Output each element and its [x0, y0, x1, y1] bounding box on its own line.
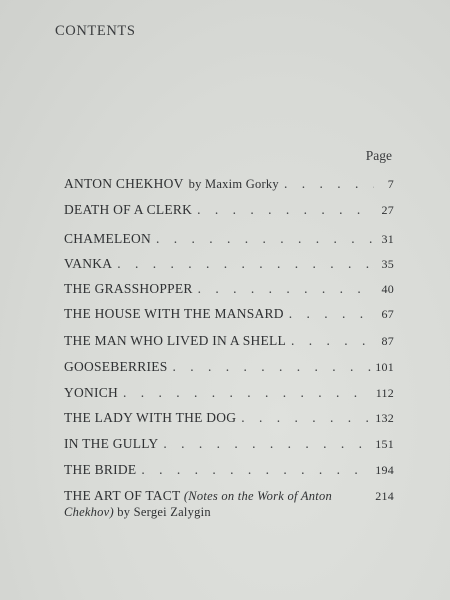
entry-title: THE GRASSHOPPER — [64, 281, 193, 296]
entry-title: GOOSEBERRIES — [64, 359, 168, 374]
entry-page-number: 112 — [375, 386, 394, 400]
dot-leader — [284, 176, 374, 192]
entry-page-number: 31 — [381, 232, 394, 246]
entry-title: THE LADY WITH THE DOG — [64, 410, 237, 425]
toc-entry — [64, 385, 394, 405]
entry-title: THE BRIDE — [64, 462, 137, 477]
entry-title: CHAMELEON — [64, 231, 151, 246]
entry-title: DEATH OF A CLERK — [64, 202, 193, 217]
dot-leader — [241, 410, 371, 426]
toc-entry — [64, 333, 394, 353]
toc-entry — [64, 231, 394, 251]
entry-page-number: 7 — [387, 177, 394, 191]
dot-leader — [198, 281, 374, 297]
entry-title: IN THE GULLY — [64, 436, 159, 451]
entry-title: THE MAN WHO LIVED IN A SHELL — [64, 333, 286, 348]
entry-note-continued: Chekhov) — [64, 505, 114, 519]
entry-page-number: 151 — [375, 437, 394, 451]
toc-entry — [64, 281, 394, 301]
toc-entry — [64, 202, 394, 222]
dot-leader — [173, 359, 372, 375]
entry-title: ANTON CHEKHOV — [64, 176, 184, 191]
entry-title: VANKA — [64, 256, 113, 271]
dot-leader — [123, 385, 372, 401]
toc-entry — [64, 176, 394, 196]
entry-note: (Notes on the Work of Anton — [183, 489, 332, 503]
dot-leader — [141, 462, 371, 478]
entry-title-with-note — [64, 488, 375, 504]
toc-entry — [64, 256, 394, 276]
entry-title: THE HOUSE WITH THE MANSARD — [64, 306, 284, 321]
contents-heading: CONTENTS — [55, 23, 136, 39]
toc-entry — [64, 462, 394, 482]
entry-page-number: 132 — [375, 411, 394, 425]
entry-page-number: 87 — [381, 334, 394, 348]
entry-page-number: 40 — [381, 282, 394, 296]
toc-entry — [64, 306, 394, 326]
entry-line-2 — [64, 505, 394, 520]
dot-leader — [156, 231, 374, 247]
entry-title: YONICH — [64, 385, 118, 400]
entry-page-number: 27 — [381, 203, 394, 217]
dot-leader — [197, 202, 374, 218]
toc-entry — [64, 359, 394, 379]
page-column-label: Page — [365, 148, 392, 163]
entry-author: by Sergei Zalygin — [117, 505, 211, 519]
entry-page-number: 35 — [381, 257, 394, 271]
entry-page-number: 101 — [375, 360, 394, 374]
dot-leader — [289, 306, 374, 322]
dot-leader — [291, 333, 374, 349]
entry-page-number: 67 — [381, 307, 394, 321]
entry-title: THE ART OF TACT — [64, 488, 181, 503]
toc-entry-multiline — [64, 488, 394, 520]
dot-leader — [117, 256, 374, 272]
toc-entry — [64, 436, 394, 456]
entry-page-number: 194 — [375, 463, 394, 477]
entry-author: by Maxim Gorky — [188, 177, 279, 191]
entry-line-1 — [64, 488, 394, 504]
entry-page-number: 214 — [375, 489, 394, 503]
toc-entry — [64, 410, 394, 430]
dot-leader — [163, 436, 371, 452]
